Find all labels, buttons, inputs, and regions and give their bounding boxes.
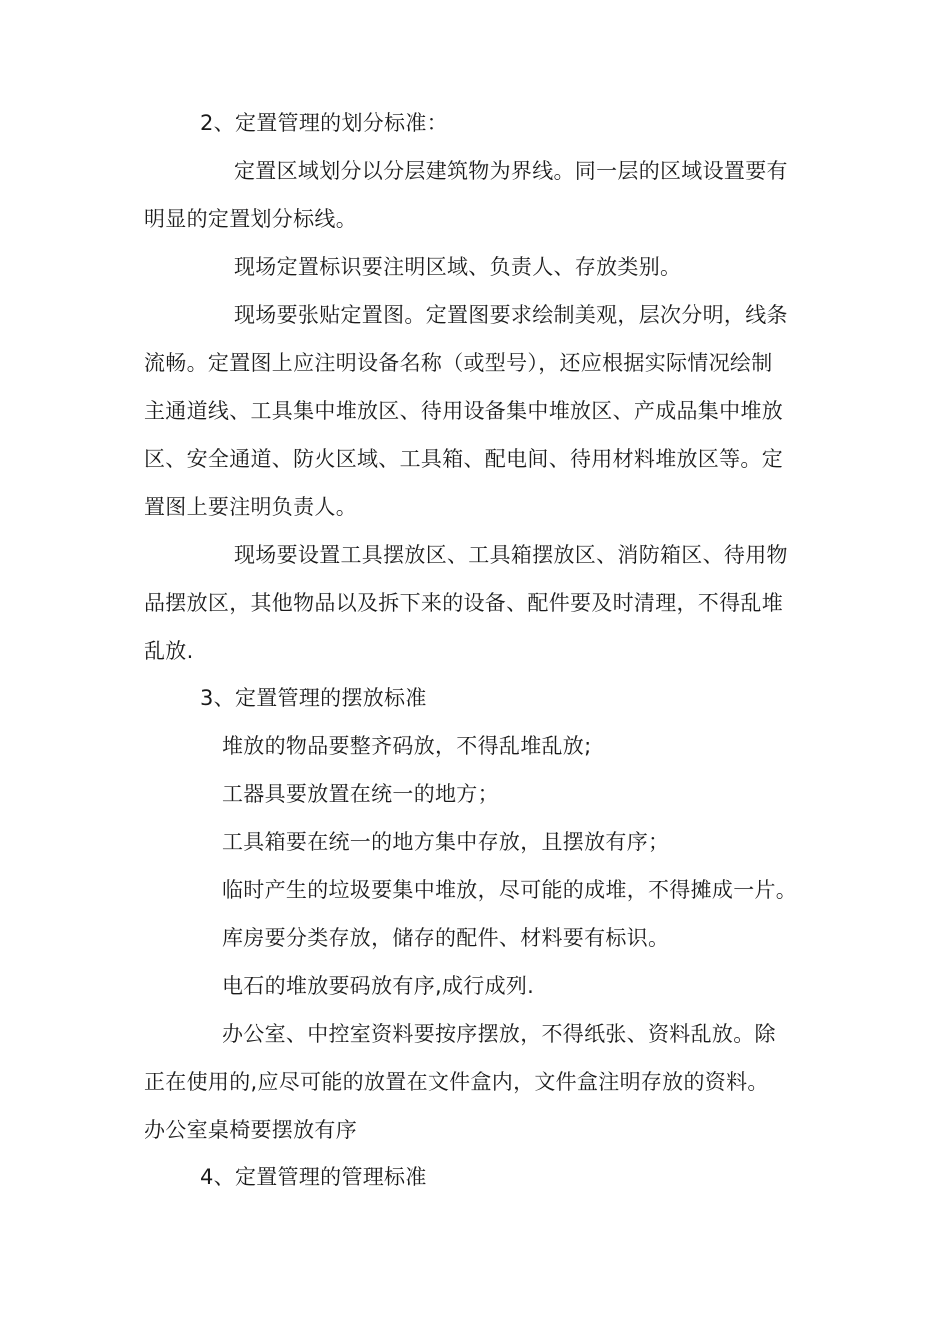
paragraph-line: 办公室桌椅要摆放有序	[144, 1118, 357, 1142]
list-item: 堆放的物品要整齐码放，不得乱堆乱放;	[222, 734, 592, 758]
paragraph-line: 办公室、中控室资料要按序摆放，不得纸张、资料乱放。除	[222, 1022, 776, 1046]
list-item: 库房要分类存放，储存的配件、材料要有标识。	[222, 926, 670, 950]
paragraph-line: 置图上要注明负责人。	[144, 495, 357, 519]
section-3-heading: 3、定置管理的摆放标准	[200, 686, 427, 710]
section-2-heading: 2、定置管理的划分标准：	[200, 111, 448, 135]
list-item: 工器具要放置在统一的地方；	[222, 782, 499, 806]
paragraph-line: 品摆放区，其他物品以及拆下来的设备、配件要及时清理，不得乱堆	[144, 591, 783, 615]
section-4-heading: 4、定置管理的管理标准	[200, 1165, 427, 1189]
paragraph-line: 现场定置标识要注明区域、负责人、存放类别。	[234, 255, 682, 279]
list-item: 工具箱要在统一的地方集中存放，且摆放有序；	[222, 830, 670, 854]
paragraph-line: 乱放.	[144, 639, 194, 663]
paragraph-line: 流畅。定置图上应注明设备名称（或型号），还应根据实际情况绘制	[144, 351, 773, 375]
paragraph-line: 现场要张贴定置图。定置图要求绘制美观，层次分明，线条	[234, 303, 788, 327]
paragraph-line: 区、安全通道、防火区域、工具箱、配电间、待用材料堆放区等。定	[144, 447, 783, 471]
list-item: 临时产生的垃圾要集中堆放，尽可能的成堆，不得摊成一片。	[222, 878, 798, 902]
list-item: 电石的堆放要码放有序,成行成列.	[222, 974, 535, 998]
paragraph-line: 现场要设置工具摆放区、工具箱摆放区、消防箱区、待用物	[234, 543, 788, 567]
paragraph-line: 明显的定置划分标线。	[144, 207, 357, 231]
paragraph-line: 主通道线、工具集中堆放区、待用设备集中堆放区、产成品集中堆放	[144, 399, 783, 423]
paragraph-line: 定置区域划分以分层建筑物为界线。同一层的区域设置要有	[234, 159, 788, 183]
paragraph-line: 正在使用的,应尽可能的放置在文件盒内，文件盒注明存放的资料。	[144, 1070, 769, 1094]
